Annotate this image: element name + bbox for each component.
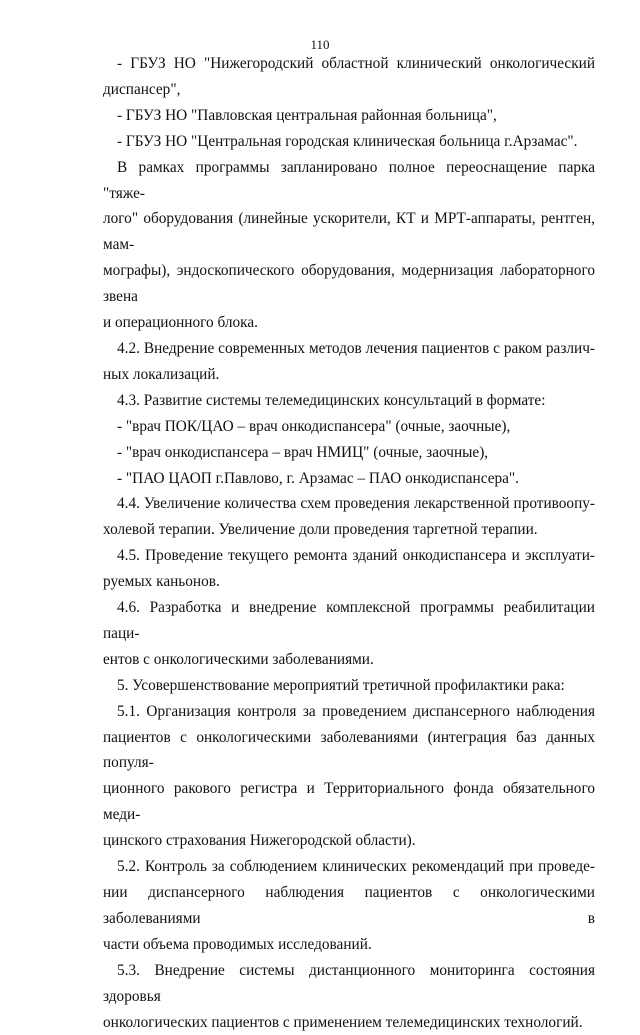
text-line: 4.2. Внедрение современных методов лечения пациентов с раком различ- [117, 339, 595, 357]
paragraph [103, 51, 595, 103]
paragraph [103, 854, 595, 958]
text-line: - ГБУЗ НО "Павловская центральная районная больница", [117, 106, 497, 124]
text-line: ционного ракового регистра и Территориального фонда обязательного меди- [103, 780, 595, 824]
paragraph [103, 466, 595, 492]
text-line: руемых каньонов. [103, 573, 220, 591]
text-line: - "врач онкодиспансера – врач НМИЦ" (очные, заочные), [117, 443, 489, 461]
paragraph [103, 155, 595, 336]
text-line: 4.3. Развитие системы телемедицинских консультаций в формате: [117, 391, 546, 409]
paragraph [103, 491, 595, 543]
text-line: - ГБУЗ НО "Центральная городская клиническая больница г.Арзамас". [117, 132, 578, 150]
text-line: мографы), эндоскопического оборудования, модернизация лабораторного звена [103, 262, 595, 306]
text-line: ентов с онкологическими заболеваниями. [103, 650, 374, 668]
text-line: лого" оборудования (линейные ускорители, КТ и МРТ-аппараты, рентген, мам- [103, 210, 595, 254]
text-line: В рамках программы запланировано полное переоснащение парка "тяже- [103, 158, 595, 202]
text-line: 4.5. Проведение текущего ремонта зданий онкодиспансера и эксплуати- [117, 547, 595, 565]
paragraph [103, 388, 595, 414]
text-line: цинского страхования Нижегородской области). [103, 832, 416, 850]
text-line: части объема проводимых исследований. [103, 935, 372, 953]
text-line: 5.1. Организация контроля за проведением диспансерного наблюдения [117, 702, 595, 720]
text-line: 5. Усовершенствование мероприятий третичной профилактики рака: [117, 676, 565, 694]
paragraph [103, 336, 595, 388]
text-line: - "ПАО ЦАОП г.Павлово, г. Арзамас – ПАО онкодиспансера". [117, 469, 519, 487]
text-line: - ГБУЗ НО "Нижегородский областной клинический онкологический [117, 55, 595, 72]
paragraph [103, 440, 595, 466]
paragraph [103, 129, 595, 155]
paragraph [103, 414, 595, 440]
text-line: диспансер", [103, 80, 181, 98]
text-line: - "врач ПОК/ЦАО – врач онкодиспансера" (очные, заочные), [117, 417, 511, 435]
text-line: пациентов с онкологическими заболеваниями (интеграция баз данных популя- [103, 728, 595, 772]
text-line: холевой терапии. Увеличение доли проведения таргетной терапии. [103, 521, 538, 539]
paragraph [103, 543, 595, 595]
paragraph [103, 103, 595, 129]
text-line: 4.4. Увеличение количества схем проведения лекарственной противоопу- [117, 495, 595, 513]
page-number: 110 [310, 37, 330, 52]
paragraph [103, 673, 595, 699]
text-line: 4.6. Разработка и внедрение комплексной программы реабилитации паци- [103, 599, 595, 642]
text-line: 5.2. Контроль за соблюдением клинических рекомендаций при проведе- [117, 858, 595, 876]
text-line: онкологических пациентов с применением телемедицинских технологий. [103, 1013, 583, 1031]
text-line: ных локализаций. [103, 365, 220, 383]
text-line: нии диспансерного наблюдения пациентов с онкологическими заболеваниями в [103, 884, 595, 927]
text-line: и операционного блока. [103, 314, 258, 332]
paragraph [103, 958, 595, 1035]
paragraph [103, 699, 595, 854]
text-line: 5.3. Внедрение системы дистанционного мониторинга состояния здоровья [103, 961, 595, 1005]
paragraph [103, 595, 595, 673]
document-body [103, 51, 595, 1035]
